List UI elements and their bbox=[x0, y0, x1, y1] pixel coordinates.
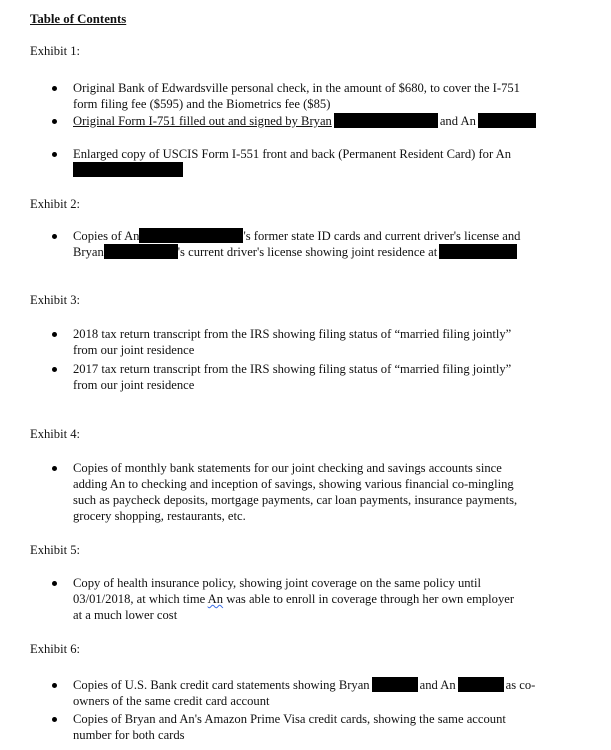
text-line: from our joint residence bbox=[73, 343, 195, 357]
list-item-text bbox=[73, 677, 583, 709]
exhibit-6-heading: Exhibit 6: bbox=[30, 642, 81, 656]
exhibit-3-heading: Exhibit 3: bbox=[30, 293, 81, 307]
text-line: owners of the same credit card account bbox=[73, 694, 270, 708]
bullet-icon bbox=[52, 581, 57, 586]
bullet-icon bbox=[52, 152, 57, 157]
text-line bbox=[73, 677, 583, 693]
text-segment: 03/01/2018, at which time bbox=[73, 592, 208, 606]
text-line: Enlarged copy of USCIS Form I-551 front and back (Permanent Resident Card) for An bbox=[73, 147, 512, 161]
text-line: such as paycheck deposits, mortgage payments, car loan payments, insurance payments, bbox=[73, 493, 518, 507]
text-segment: An bbox=[207, 592, 224, 606]
bullet-icon bbox=[52, 683, 57, 688]
exhibit-1-heading: Exhibit 1: bbox=[30, 44, 81, 58]
text-segment: and An bbox=[419, 678, 456, 692]
list-item-text bbox=[73, 80, 583, 112]
list-item-text bbox=[73, 361, 583, 393]
exhibit-2-heading: Exhibit 2: bbox=[30, 197, 81, 211]
bullet-icon bbox=[52, 367, 57, 372]
redaction-block bbox=[73, 162, 183, 177]
bullet-icon bbox=[52, 332, 57, 337]
text-segment: 's former state ID cards and current driver's license and bbox=[243, 229, 521, 243]
text-segment: Copies of U.S. Bank credit card statements showing Bryan bbox=[73, 678, 370, 692]
bullet-icon bbox=[52, 466, 57, 471]
list-item-text bbox=[73, 228, 583, 260]
text-line: grocery shopping, restaurants, etc. bbox=[73, 509, 246, 523]
list-item-text bbox=[73, 326, 583, 358]
redaction-block bbox=[439, 244, 517, 259]
text-line bbox=[73, 244, 583, 260]
text-line: number for both cards bbox=[73, 728, 185, 742]
redaction-block bbox=[458, 677, 504, 692]
list-item-text bbox=[73, 711, 583, 743]
text-line: Original Bank of Edwardsville personal check, in the amount of $680, to cover the I-751 bbox=[73, 81, 520, 95]
bullet-icon bbox=[52, 234, 57, 239]
text-segment: 's current driver's license showing joint residence at bbox=[177, 245, 438, 259]
text-line: 2018 tax return transcript from the IRS showing filing status of “married filing jointly” bbox=[73, 327, 512, 341]
text-line bbox=[73, 591, 583, 607]
text-line bbox=[73, 228, 583, 244]
text-line: at a much lower cost bbox=[73, 608, 178, 622]
bullet-icon bbox=[52, 86, 57, 91]
list-item-text bbox=[73, 460, 583, 524]
text-line: Copies of Bryan and An's Amazon Prime Visa credit cards, showing the same account bbox=[73, 712, 506, 726]
redaction-block bbox=[104, 244, 178, 259]
text-line: Copy of health insurance policy, showing joint coverage on the same policy until bbox=[73, 576, 482, 590]
text-line: 2017 tax return transcript from the IRS showing filing status of “married filing jointly” bbox=[73, 362, 512, 376]
text-line bbox=[73, 162, 583, 178]
text-segment: was able to enroll in coverage through her own employer bbox=[223, 592, 515, 606]
text-segment: as co- bbox=[505, 678, 536, 692]
redaction-block bbox=[139, 228, 243, 243]
list-item-text bbox=[73, 146, 583, 178]
document-title: Table of Contents bbox=[30, 12, 127, 26]
text-line: from our joint residence bbox=[73, 378, 195, 392]
exhibit-5-heading: Exhibit 5: bbox=[30, 543, 81, 557]
text-line: adding An to checking and inception of savings, showing various financial co-mingling bbox=[73, 477, 514, 491]
list-item-text bbox=[73, 113, 583, 129]
redaction-block bbox=[372, 677, 418, 692]
text-line: form filing fee ($595) and the Biometrics fee ($85) bbox=[73, 97, 331, 111]
redaction-block bbox=[478, 113, 536, 128]
bullet-icon bbox=[52, 119, 57, 124]
text-segment: Copies of An bbox=[73, 229, 140, 243]
text-segment: Bryan bbox=[73, 245, 104, 259]
exhibit-4-heading: Exhibit 4: bbox=[30, 427, 81, 441]
text-segment: Original Form I-751 filled out and signed by Bryan bbox=[73, 114, 332, 128]
text-segment: and An bbox=[439, 114, 476, 128]
text-line bbox=[73, 113, 583, 129]
redaction-block bbox=[334, 113, 438, 128]
bullet-icon bbox=[52, 717, 57, 722]
list-item-text bbox=[73, 575, 583, 623]
text-line: Copies of monthly bank statements for our joint checking and savings accounts since bbox=[73, 461, 502, 475]
